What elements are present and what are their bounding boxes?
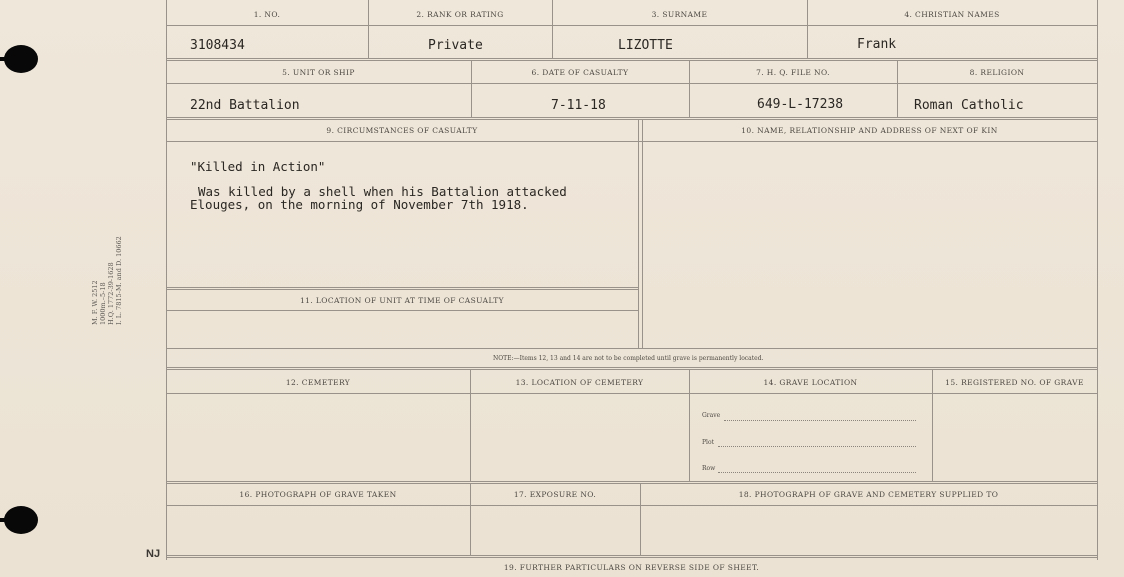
circumstances-line-1: "Killed in Action" [190,159,326,174]
location-of-unit-label: 11. LOCATION OF UNIT AT TIME OF CASUALTY [300,296,504,305]
further-particulars-label: 19. FURTHER PARTICULARS ON REVERSE SIDE OF SHEET. [503,563,760,572]
registered-no-label: 15. REGISTERED NO. OF GRAVE [945,378,1084,387]
punch-hole-bottom [4,506,38,534]
no-value: 3108434 [190,38,245,53]
christian-names-label: 4. CHRISTIAN NAMES [904,10,1000,19]
note-text: NOTE:—Items 12, 13 and 14 are not to be completed until grave is permanently located. [493,355,764,362]
date-of-casualty-label: 6. DATE OF CASUALTY [531,68,629,77]
surname-label: 3. SURNAME [651,10,708,19]
stamp-line: M. F. W. 2512 [91,280,99,325]
corner-mark: NJ [146,548,161,560]
rank-label: 2. RANK OR RATING [416,10,504,19]
unit-label: 5. UNIT OR SHIP [282,68,355,77]
plot-field-label: Plot [702,439,714,446]
grave-location-label: 14. GRAVE LOCATION [763,378,858,387]
surname-value: LIZOTTE [618,38,673,53]
photo-taken-label: 16. PHOTOGRAPH OF GRAVE TAKEN [239,490,397,499]
form-left-border [166,0,167,560]
form-right-border [1097,0,1098,560]
religion-value: Roman Catholic [914,98,1024,113]
rank-value: Private [428,38,483,53]
hq-file-no-label: 7. H. Q. FILE NO. [756,68,830,77]
circumstances-label: 9. CIRCUMSTANCES OF CASUALTY [326,126,478,135]
next-of-kin-label: 10. NAME, RELATIONSHIP AND ADDRESS OF NEXT OF KIN [741,126,998,135]
stamp-line: H.Q. 1772-39-1628 [107,262,115,325]
grave-field-label: Grave [702,412,721,419]
row-field-label: Row [702,465,716,472]
stamp-line: 1000m.–5-18 [99,282,107,325]
cemetery-label: 12. CEMETERY [285,378,351,387]
side-stamp [91,236,191,325]
exposure-no-label: 17. EXPOSURE NO. [513,490,597,499]
unit-value: 22nd Battalion [190,98,300,113]
punch-hole-top [4,45,38,73]
date-of-casualty-value: 7-11-18 [551,98,606,113]
circumstances-line-3: Elouges, on the morning of November 7th 1918. [190,197,529,212]
no-label: 1. NO. [253,10,281,19]
photo-supplied-label: 18. PHOTOGRAPH OF GRAVE AND CEMETERY SUPPLIED TO [738,490,999,499]
circumstances-line-2: Was killed by a shell when his Battalion attacked [198,184,567,199]
hq-file-no-value: 649-L-17238 [757,97,844,112]
christian-names-value: Frank [857,37,897,52]
location-of-cemetery-label: 13. LOCATION OF CEMETERY [515,378,644,387]
religion-label: 8. RELIGION [969,68,1025,77]
stamp-line: I. L. 7815-M. and D. 10662 [115,236,123,325]
